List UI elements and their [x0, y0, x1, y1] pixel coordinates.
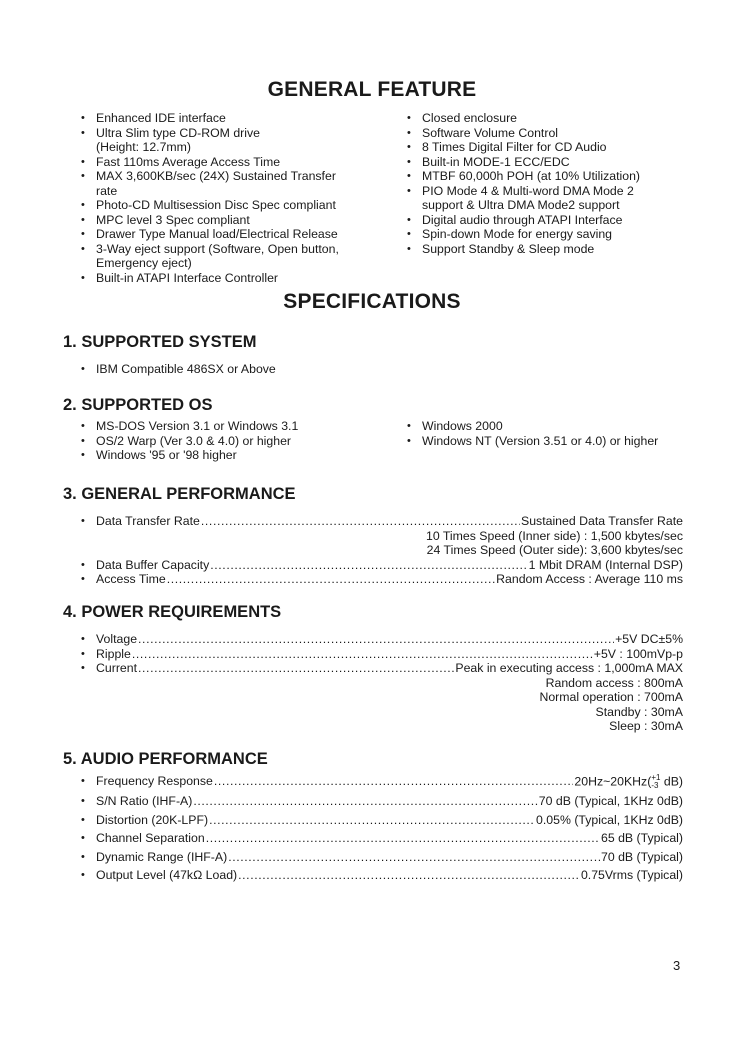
- spec-label: • Channel Separation: [96, 831, 205, 845]
- spec-label: • Access Time: [96, 572, 166, 586]
- supported-os-item: • MS-DOS Version 3.1 or Windows 3.1: [81, 419, 381, 434]
- spec-value: +5V : 100mVp-p: [593, 646, 683, 661]
- spec-value: +5V DC±5%: [615, 632, 683, 646]
- general-performance-specs: [81, 514, 683, 587]
- leader-dots: [138, 632, 614, 647]
- spec-row: [81, 514, 683, 529]
- feature-item: • Drawer Type Manual load/Electrical Release: [81, 227, 381, 242]
- feature-item: • Enhanced IDE interface: [81, 111, 381, 126]
- general-feature-left-list: [81, 111, 381, 285]
- general-feature-title: GENERAL FEATURE: [267, 78, 477, 101]
- feature-item: • 3-Way eject support (Software, Open button, Emergency eject): [81, 242, 381, 271]
- power-requirements-specs: [81, 632, 683, 734]
- feature-item: • Ultra Slim type CD-ROM drive (Height: 12.7mm): [81, 126, 381, 155]
- spec-value: Sustained Data Transfer Rate: [521, 514, 683, 528]
- spec-row: [81, 572, 683, 587]
- leader-dots: [206, 831, 600, 846]
- power-requirements-heading: 4. POWER REQUIREMENTS: [63, 603, 282, 621]
- spec-row: [81, 794, 683, 809]
- spec-row: [81, 868, 683, 883]
- feature-item: • Support Standby & Sleep mode: [407, 242, 697, 257]
- leader-dots: [132, 647, 593, 662]
- feature-item: • PIO Mode 4 & Multi-word DMA Mode 2 support & Ultra DMA Mode2 support: [407, 184, 697, 213]
- spec-row: [81, 774, 683, 790]
- feature-item: • Software Volume Control: [407, 126, 697, 141]
- leader-dots: [210, 558, 527, 573]
- spec-label: • Data Buffer Capacity: [96, 557, 210, 572]
- spec-value-continued: 24 Times Speed (Outer side): 3,600 kbytes/sec: [426, 543, 683, 557]
- spec-label: • Distortion (20K-LPF): [96, 812, 209, 827]
- spec-value: 70 dB (Typical, 1KHz 0dB): [538, 794, 683, 808]
- leader-dots: [214, 774, 574, 789]
- spec-row: [81, 831, 683, 846]
- leader-dots: [138, 661, 454, 676]
- audio-performance-specs: [81, 774, 683, 887]
- spec-label: • Current: [96, 661, 138, 675]
- spec-row: [81, 632, 683, 647]
- spec-row: [81, 813, 683, 828]
- spec-label: • Data Transfer Rate: [96, 514, 200, 528]
- feature-item: • Spin-down Mode for energy saving: [407, 227, 697, 242]
- specifications-title: SPECIFICATIONS: [283, 290, 461, 313]
- spec-value-continued: Normal operation : 700mA: [539, 690, 683, 704]
- supported-os-item: • Windows NT (Version 3.51 or 4.0) or higher: [407, 434, 697, 449]
- spec-row: [81, 647, 683, 662]
- spec-value-continued: Sleep : 30mA: [609, 719, 683, 733]
- spec-value: Peak in executing access : 1,000mA MAX: [455, 661, 683, 675]
- audio-performance-heading: 5. AUDIO PERFORMANCE: [63, 750, 268, 768]
- spec-value-continued: 10 Times Speed (Inner side) : 1,500 kbytes/sec: [425, 528, 683, 543]
- feature-item: • MPC level 3 Spec compliant: [81, 213, 381, 228]
- leader-dots: [228, 850, 600, 865]
- feature-item: • Digital audio through ATAPI Interface: [407, 213, 697, 228]
- feature-item: • 8 Times Digital Filter for CD Audio: [407, 140, 697, 155]
- supported-os-right-list: [407, 419, 697, 448]
- supported-system-item: • IBM Compatible 486SX or Above: [81, 362, 481, 377]
- general-performance-heading: 3. GENERAL PERFORMANCE: [63, 485, 296, 503]
- supported-os-heading: 2. SUPPORTED OS: [63, 396, 213, 414]
- supported-system-list: [81, 362, 481, 377]
- feature-item: • Closed enclosure: [407, 111, 697, 126]
- supported-os-item: • Windows '95 or '98 higher: [81, 448, 381, 463]
- leader-dots: [238, 868, 580, 883]
- spec-row: [81, 850, 683, 865]
- spec-value: 0.05% (Typical, 1KHz 0dB): [536, 812, 683, 827]
- feature-item: • Built-in ATAPI Interface Controller: [81, 271, 381, 286]
- spec-label: • Dynamic Range (IHF-A): [96, 849, 228, 864]
- leader-dots: [201, 514, 520, 529]
- spec-label: • Voltage: [96, 632, 138, 646]
- supported-os-item: • OS/2 Warp (Ver 3.0 & 4.0) or higher: [81, 434, 381, 449]
- spec-value: 70 dB (Typical): [600, 849, 683, 864]
- feature-item: • MAX 3,600KB/sec (24X) Sustained Transfer rate: [81, 169, 381, 198]
- spec-value-continued: Standby : 30mA: [595, 704, 683, 719]
- leader-dots: [193, 794, 537, 809]
- spec-value: 0.75Vrms (Typical): [580, 868, 683, 882]
- feature-item: • Built-in MODE-1 ECC/EDC: [407, 155, 697, 170]
- feature-item: • Photo-CD Multisession Disc Spec compliant: [81, 198, 381, 213]
- spec-label: • Frequency Response: [96, 774, 213, 789]
- spec-value-continued: Random access : 800mA: [545, 675, 683, 690]
- feature-item: • MTBF 60,000h POH (at 10% Utilization): [407, 169, 697, 184]
- spec-value: Random Access : Average 110 ms: [496, 572, 683, 586]
- spec-label: • Output Level (47kΩ Load): [96, 868, 238, 882]
- supported-system-heading: 1. SUPPORTED SYSTEM: [63, 333, 257, 351]
- spec-label: • Ripple: [96, 646, 131, 661]
- supported-os-item: • Windows 2000: [407, 419, 697, 434]
- spec-label: • S/N Ratio (IHF-A): [96, 794, 193, 808]
- supported-os-left-list: [81, 419, 381, 463]
- spec-value: 20Hz~20KHz( +1 -3 dB): [574, 773, 683, 790]
- general-feature-right-list: [407, 111, 697, 256]
- feature-item: • Fast 110ms Average Access Time: [81, 155, 381, 170]
- leader-dots: [209, 813, 535, 828]
- spec-row: [81, 558, 683, 573]
- tolerance: +1 -3: [651, 773, 661, 790]
- page-number: 3: [673, 958, 681, 973]
- leader-dots: [167, 572, 495, 587]
- spec-value: 1 Mbit DRAM (Internal DSP): [528, 557, 683, 572]
- spec-value: 65 dB (Typical): [600, 831, 683, 845]
- spec-row: [81, 661, 683, 676]
